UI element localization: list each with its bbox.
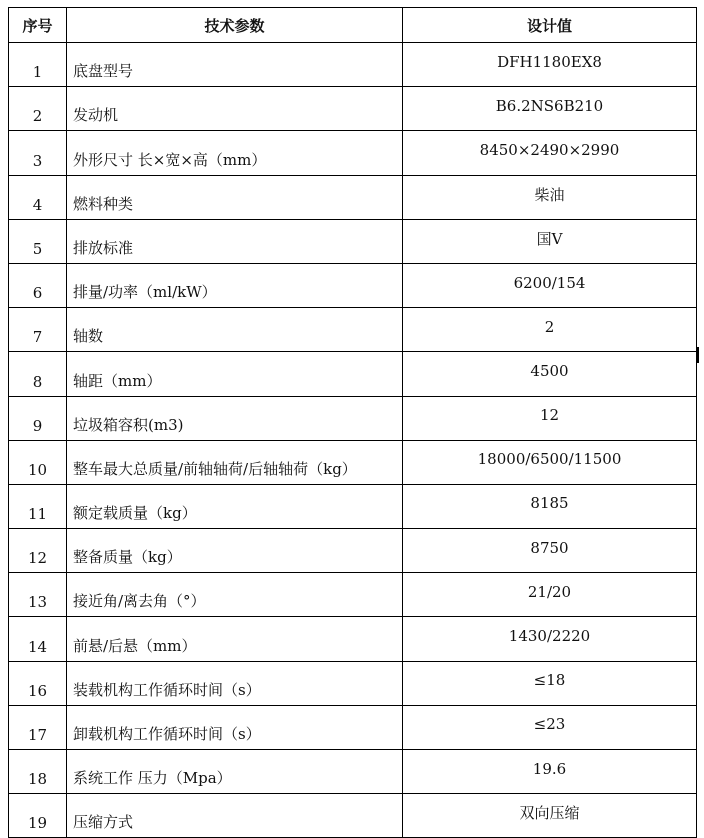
row-param: 轴距（mm） (67, 352, 403, 396)
row-no: 6 (9, 263, 67, 307)
table-row (9, 396, 697, 440)
table-row (9, 750, 697, 794)
table-row (9, 263, 697, 307)
row-param: 额定载质量（kg） (67, 484, 403, 528)
row-no: 10 (9, 440, 67, 484)
row-value: 柴油 (403, 175, 697, 219)
row-no: 18 (9, 750, 67, 794)
row-param: 燃料种类 (67, 175, 403, 219)
table-row (9, 43, 697, 87)
spec-table-container (8, 7, 697, 838)
table-row (9, 440, 697, 484)
row-no: 12 (9, 529, 67, 573)
row-no: 17 (9, 705, 67, 749)
row-no: 3 (9, 131, 67, 175)
row-value: 双向压缩 (403, 794, 697, 838)
table-row (9, 219, 697, 263)
table-row (9, 131, 697, 175)
table-body (9, 43, 697, 838)
row-no: 19 (9, 794, 67, 838)
table-row (9, 794, 697, 838)
row-value: 国V (403, 219, 697, 263)
row-param: 发动机 (67, 87, 403, 131)
row-no: 16 (9, 661, 67, 705)
row-no: 2 (9, 87, 67, 131)
header-param: 技术参数 (67, 8, 403, 43)
row-param: 轴数 (67, 308, 403, 352)
table-row (9, 484, 697, 528)
row-value: 4500 (403, 352, 697, 396)
row-no: 14 (9, 617, 67, 661)
row-no: 4 (9, 175, 67, 219)
row-param: 底盘型号 (67, 43, 403, 87)
row-value: DFH1180EX8 (403, 43, 697, 87)
row-value: 6200/154 (403, 263, 697, 307)
row-no: 8 (9, 352, 67, 396)
table-row (9, 352, 697, 396)
row-param: 卸载机构工作循环时间（s） (67, 705, 403, 749)
row-value: 19.6 (403, 750, 697, 794)
table-row (9, 705, 697, 749)
row-value: 8450×2490×2990 (403, 131, 697, 175)
text-cursor-icon (697, 347, 699, 363)
table-row (9, 617, 697, 661)
row-param: 外形尺寸 长×宽×高（mm） (67, 131, 403, 175)
row-param: 整车最大总质量/前轴轴荷/后轴轴荷（kg） (67, 440, 403, 484)
table-row (9, 529, 697, 573)
table-row (9, 308, 697, 352)
header-no: 序号 (9, 8, 67, 43)
row-value: 18000/6500/11500 (403, 440, 697, 484)
spec-table (8, 7, 697, 838)
row-no: 9 (9, 396, 67, 440)
row-no: 1 (9, 43, 67, 87)
row-param: 排放标准 (67, 219, 403, 263)
row-value: 21/20 (403, 573, 697, 617)
row-param: 压缩方式 (67, 794, 403, 838)
row-value: 8185 (403, 484, 697, 528)
row-param: 装载机构工作循环时间（s） (67, 661, 403, 705)
row-param: 接近角/离去角（°） (67, 573, 403, 617)
table-row (9, 87, 697, 131)
header-value: 设计值 (403, 8, 697, 43)
row-value: ≤23 (403, 705, 697, 749)
row-value: 12 (403, 396, 697, 440)
row-value: 2 (403, 308, 697, 352)
table-row (9, 573, 697, 617)
table-header-row (9, 8, 697, 43)
table-row (9, 175, 697, 219)
row-param: 整备质量（kg） (67, 529, 403, 573)
row-no: 7 (9, 308, 67, 352)
row-value: 8750 (403, 529, 697, 573)
row-value: 1430/2220 (403, 617, 697, 661)
row-value: B6.2NS6B210 (403, 87, 697, 131)
row-value: ≤18 (403, 661, 697, 705)
row-no: 13 (9, 573, 67, 617)
table-row (9, 661, 697, 705)
row-no: 5 (9, 219, 67, 263)
row-param: 垃圾箱容积(m3) (67, 396, 403, 440)
row-param: 系统工作 压力（Mpa） (67, 750, 403, 794)
row-no: 11 (9, 484, 67, 528)
row-param: 排量/功率（ml/kW） (67, 263, 403, 307)
row-param: 前悬/后悬（mm） (67, 617, 403, 661)
